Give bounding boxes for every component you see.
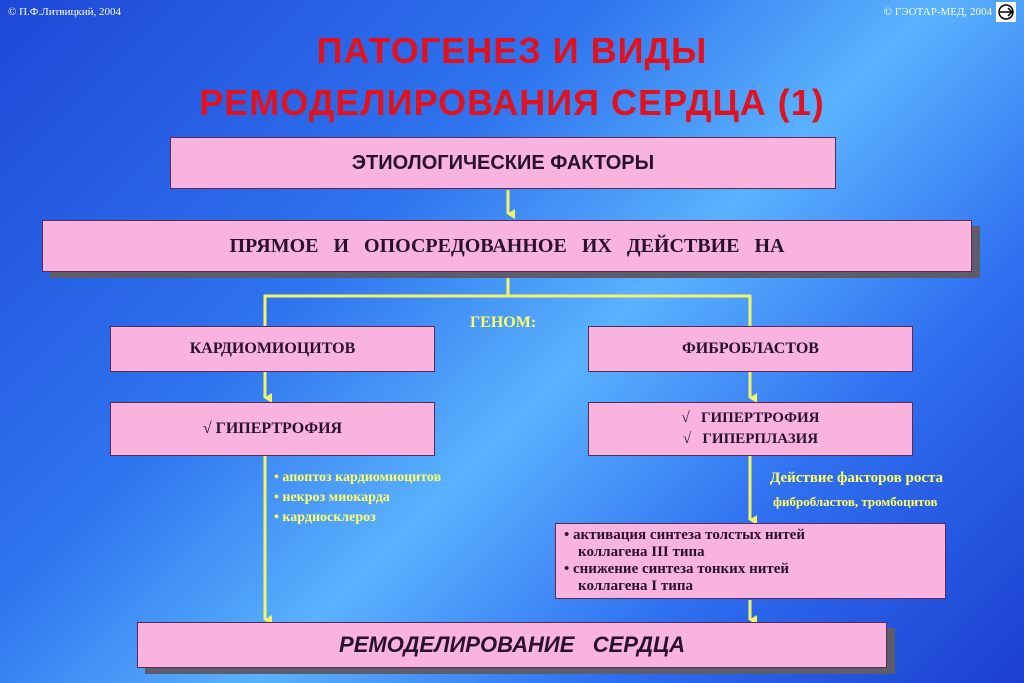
collagen-box: [555, 523, 946, 599]
fibroblasts-label: ФИБРОБЛАСТОВ: [682, 340, 819, 357]
collagen-line-4: коллагена I типа: [578, 578, 693, 594]
cardiomyocytes-label: КАРДИОМИОЦИТОВ: [189, 340, 356, 357]
left-hypertrophy-box: [110, 402, 435, 456]
title-line-2: РЕМОДЕЛИРОВАНИЯ СЕРДЦА (1): [199, 82, 825, 123]
list-item: • кардиосклероз: [274, 510, 376, 525]
collagen-line-3: • снижение синтеза тонких нитей: [564, 561, 790, 577]
collagen-line-1: • активация синтеза толстых нитей: [564, 527, 805, 543]
list-item: • некроз миокарда: [274, 490, 390, 505]
copyright-left: © П.Ф.Литвицкий, 2004: [8, 6, 121, 18]
right-hypertrophy-box: [588, 402, 913, 456]
etiology-label: ЭТИОЛОГИЧЕСКИЕ ФАКТОРЫ: [351, 151, 655, 174]
growth-factors-line-1: Действие факторов роста: [770, 470, 944, 486]
copyright-right: © ГЭОТАР-МЕД, 2004: [883, 6, 992, 18]
direct-effect-label: ПРЯМОЕ И ОПОСРЕДОВАННОЕ ИХ ДЕЙСТВИЕ НА: [229, 234, 785, 257]
title-line-1: ПАТОГЕНЕЗ И ВИДЫ: [316, 30, 708, 71]
fibroblasts-box: [588, 326, 913, 372]
left-bullet-list: [274, 468, 441, 528]
remodeling-label: РЕМОДЕЛИРОВАНИЕ СЕРДЦА: [339, 632, 685, 657]
growth-factors-line-2: фибробластов, тромбоцитов: [773, 494, 938, 509]
cardiomyocytes-box: [110, 326, 435, 372]
etiology-box: [170, 137, 836, 189]
left-hypertrophy-label: √ ГИПЕРТРОФИЯ: [202, 420, 343, 437]
right-hypertrophy-label: √ ГИПЕРТРОФИЯ: [681, 410, 820, 426]
collagen-line-2: коллагена III типа: [578, 544, 705, 560]
genome-label: ГЕНОМ:: [470, 314, 537, 331]
remodeling-box: [137, 622, 887, 668]
direct-effect-box: [42, 220, 972, 272]
right-hyperplasia-label: √ ГИПЕРПЛАЗИЯ: [682, 431, 819, 447]
list-item: • апоптоз кардиомиоцитов: [274, 470, 442, 485]
